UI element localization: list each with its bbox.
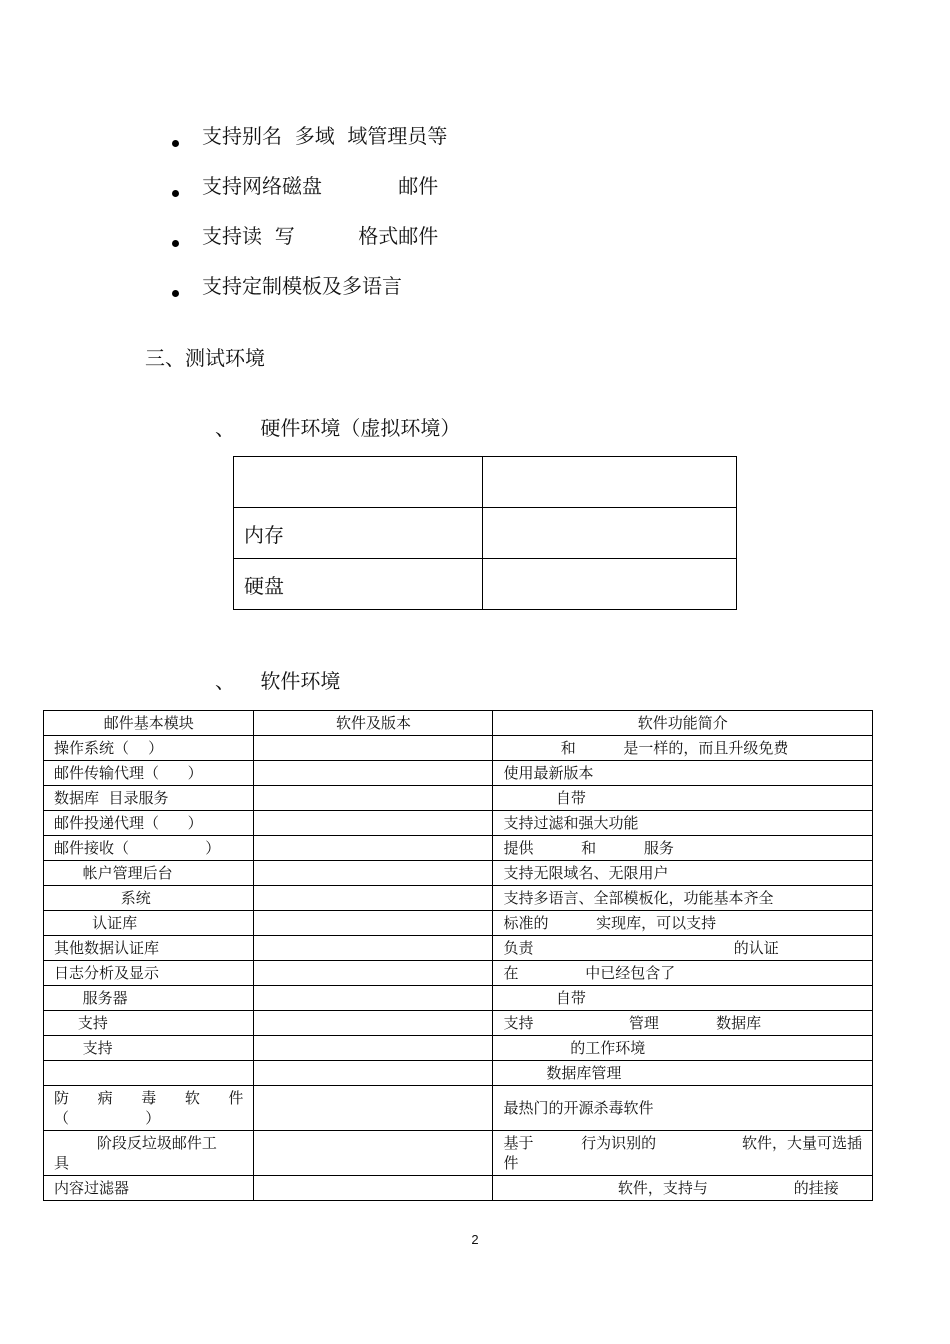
version-cell [254,1036,493,1061]
table-row [44,811,873,836]
bullet-dot-icon [172,190,179,197]
hw-value-cell [483,457,737,508]
bullet-dot-icon [172,140,179,147]
description-cell: 自带 [493,986,873,1011]
module-cell: 邮件传输代理（ ） [44,761,254,786]
table-row [44,736,873,761]
bullet-dot-icon [172,290,179,297]
version-cell [254,1086,493,1131]
table-row [44,886,873,911]
software-heading: 、 软件环境 [215,669,341,693]
description-cell: 标准的 实现库，可以支持 [493,911,873,936]
hw-value-cell [483,559,737,610]
table-header-row [44,711,873,736]
table-row [234,559,737,610]
module-cell: 服务器 [44,986,254,1011]
table-row [44,761,873,786]
description-cell: 支持无限域名、无限用户 [493,861,873,886]
module-cell: 支持 [44,1036,254,1061]
bullet-text: 支持定制模板及多语言 [202,274,402,298]
module-cell: 防 病 毒 软 件 （ ） [44,1086,254,1131]
version-cell [254,1176,493,1201]
module-cell: 内容过滤器 [44,1176,254,1201]
description-cell: 提供 和 服务 [493,836,873,861]
version-cell [254,861,493,886]
table-row [44,961,873,986]
module-cell: 操作系统（ ） [44,736,254,761]
table-row [44,786,873,811]
description-cell: 自带 [493,786,873,811]
column-header: 软件及版本 [254,711,493,736]
table-row [234,457,737,508]
table-row [44,911,873,936]
version-cell [254,836,493,861]
bullet-text: 支持读 写 格式邮件 [202,224,439,248]
version-cell [254,886,493,911]
description-cell: 的工作环境 [493,1036,873,1061]
hw-value-cell [483,508,737,559]
table-row [44,1036,873,1061]
description-cell: 支持 管理 数据库 [493,1011,873,1036]
module-cell: 数据库 目录服务 [44,786,254,811]
module-cell: 日志分析及显示 [44,961,254,986]
hw-label-cell: 内存 [234,508,483,559]
table-row [44,936,873,961]
description-cell: 在 中已经包含了 [493,961,873,986]
module-cell: 阶段反垃圾邮件工 具 [44,1131,254,1176]
version-cell [254,736,493,761]
software-table [43,710,873,1201]
hardware-table [233,456,737,610]
bullet-item [172,274,402,346]
module-cell: 帐户管理后台 [44,861,254,886]
description-cell: 和 是一样的，而且升级免费 [493,736,873,761]
hardware-heading: 、 硬件环境（虚拟环境） [215,416,461,440]
module-cell [44,1061,254,1086]
table-row [44,1176,873,1201]
table-row [234,508,737,559]
version-cell [254,1061,493,1086]
table-row [44,861,873,886]
description-cell: 使用最新版本 [493,761,873,786]
hw-label-cell: 硬盘 [234,559,483,610]
description-cell: 基于 行为识别的 软件，大量可选插 件 [493,1131,873,1176]
page-number: 2 [471,1232,479,1247]
version-cell [254,811,493,836]
description-cell: 负责 的认证 [493,936,873,961]
table-row [44,836,873,861]
module-cell: 邮件投递代理（ ） [44,811,254,836]
hw-label-cell [234,457,483,508]
version-cell [254,1011,493,1036]
module-cell: 认证库 [44,911,254,936]
description-cell: 最热门的开源杀毒软件 [493,1086,873,1131]
description-cell: 软件，支持与 的挂接 [493,1176,873,1201]
bullet-dot-icon [172,240,179,247]
table-row [44,1086,873,1131]
version-cell [254,911,493,936]
description-cell: 数据库管理 [493,1061,873,1086]
table-row [44,1011,873,1036]
version-cell [254,1131,493,1176]
module-cell: 其他数据认证库 [44,936,254,961]
module-cell: 系统 [44,886,254,911]
module-cell: 支持 [44,1011,254,1036]
column-header: 软件功能简介 [493,711,873,736]
version-cell [254,936,493,961]
description-cell: 支持多语言、全部模板化，功能基本齐全 [493,886,873,911]
bullet-text: 支持网络磁盘 邮件 [202,174,439,198]
bullet-text: 支持别名 多域 域管理员等 [202,124,448,148]
version-cell [254,961,493,986]
table-row [44,1131,873,1176]
column-header: 邮件基本模块 [44,711,254,736]
version-cell [254,786,493,811]
description-cell: 支持过滤和强大功能 [493,811,873,836]
module-cell: 邮件接收（ ） [44,836,254,861]
version-cell [254,986,493,1011]
section-heading: 三、测试环境 [145,346,265,370]
table-row [44,986,873,1011]
table-row [44,1061,873,1086]
version-cell [254,761,493,786]
